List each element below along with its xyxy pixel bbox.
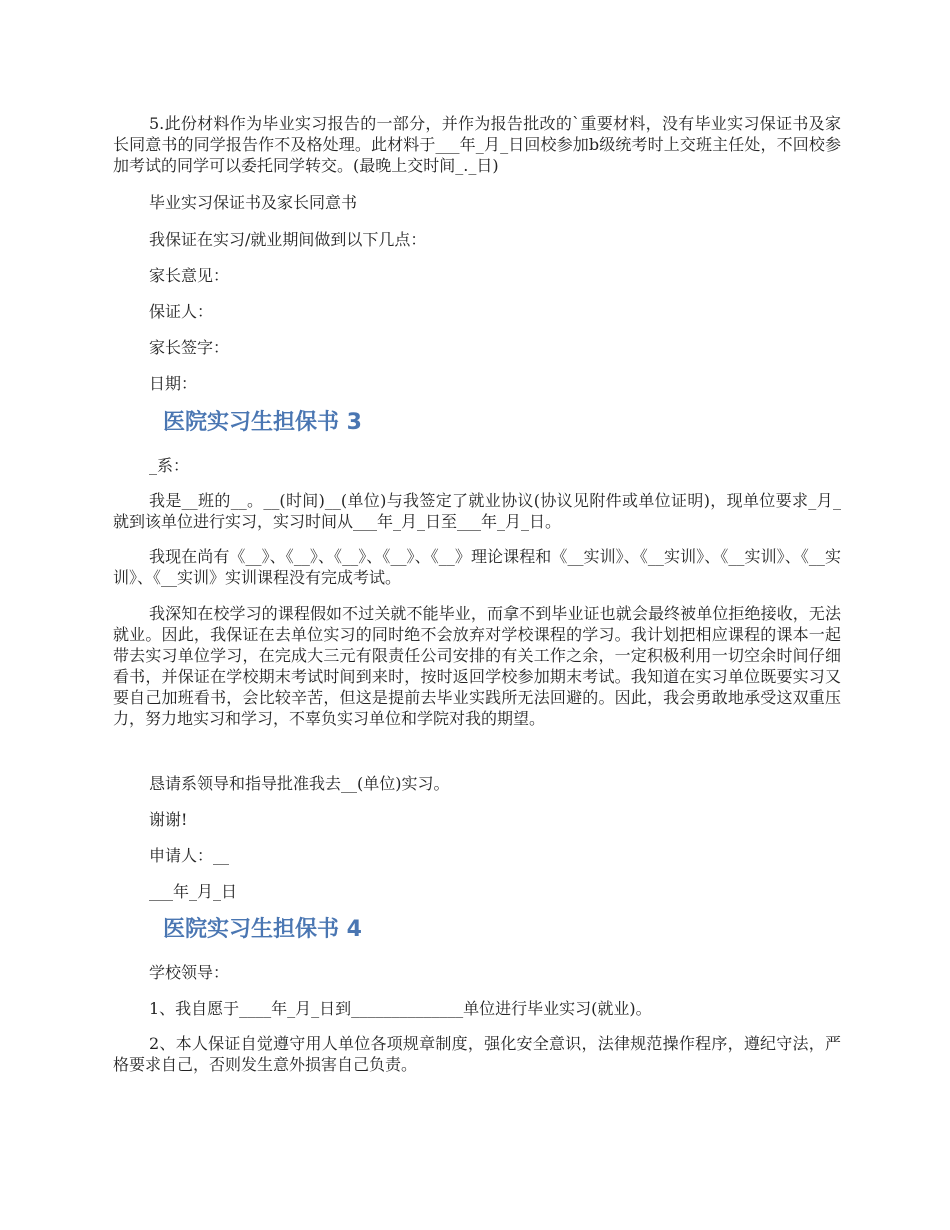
paragraph-study-commitment: 我深知在校学习的课程假如不过关就不能毕业，而拿不到毕业证也就会最终被单位拒绝接收，无法就业。因此，我保证在去单位实习的同时绝不会放弃对学校课程的学习。我计划把相应课程的课本一起带去实习单位学习，在完成大三元有限责任公司安排的有关工作之余，一定积极利用一切空余时间仔细看书，并保证在学校期末考试时间到来时，按时返回学校参加期末考试。我知道在实习单位既要实习又要自己加班看书，会比较辛苦，但这是提前去毕业实践所无法回避的。因此，我会勇敢地承受这双重压力，努力地实习和学习，不辜负实习单位和学院对我的期望。 xyxy=(113,604,841,728)
paragraph-school-leaders: 学校领导： xyxy=(149,963,230,982)
paragraph-guarantor: 保证人： xyxy=(149,302,214,321)
paragraph-parent-signature: 家长签字： xyxy=(149,338,230,357)
paragraph-date: 日期： xyxy=(149,374,198,393)
paragraph-guarantee-points: 我保证在实习/就业期间做到以下几点： xyxy=(149,230,427,249)
paragraph-employment-agreement: 我是__班的__。__(时间)__(单位)与我签定了就业协议(协议见附件或单位证明)，现单位要求_月_就到该单位进行实习，实习时间从___年_月_日至___年_月_日。 xyxy=(113,491,841,531)
paragraph-item-1: 1、我自愿于____年_月_日到______________单位进行毕业实习(就业)。 xyxy=(149,999,652,1018)
paragraph-pending-courses: 我现在尚有《__》、《__》、《__》、《__》、《__》理论课程和《__实训》、《__实训》、《__实训》、《__实训》、《__实训》实训课程没有完成考试。 xyxy=(113,547,841,587)
paragraph-sign-date: ___年_月_日 xyxy=(149,882,238,901)
paragraph-applicant: 申请人：__ xyxy=(149,846,230,865)
section-heading-3: 医院实习生担保书 3 xyxy=(163,410,362,435)
paragraph-item-2: 2、本人保证自觉遵守用人单位各项规章制度，强化安全意识，法律规范操作程序，遵纪守法，严格要求自己，否则发生意外损害自己负责。 xyxy=(113,1034,841,1074)
paragraph-department: _系： xyxy=(149,456,190,475)
section-heading-4: 医院实习生担保书 4 xyxy=(163,917,362,942)
paragraph-request: 恳请系领导和指导批准我去__(单位)实习。 xyxy=(149,774,450,793)
paragraph-title-guarantee: 毕业实习保证书及家长同意书 xyxy=(149,193,358,212)
paragraph-thanks: 谢谢! xyxy=(149,810,188,829)
paragraph-parent-opinion: 家长意见： xyxy=(149,266,230,285)
paragraph-submission-note: 5.此份材料作为毕业实习报告的一部分，并作为报告批改的`重要材料，没有毕业实习保证书及家长同意书的同学报告作不及格处理。此材料于___年_月_日回校参加b级统考时上交班主任处，不回校参加考试的同学可以委托同学转交。(最晚上交时间_._日) xyxy=(113,114,841,175)
